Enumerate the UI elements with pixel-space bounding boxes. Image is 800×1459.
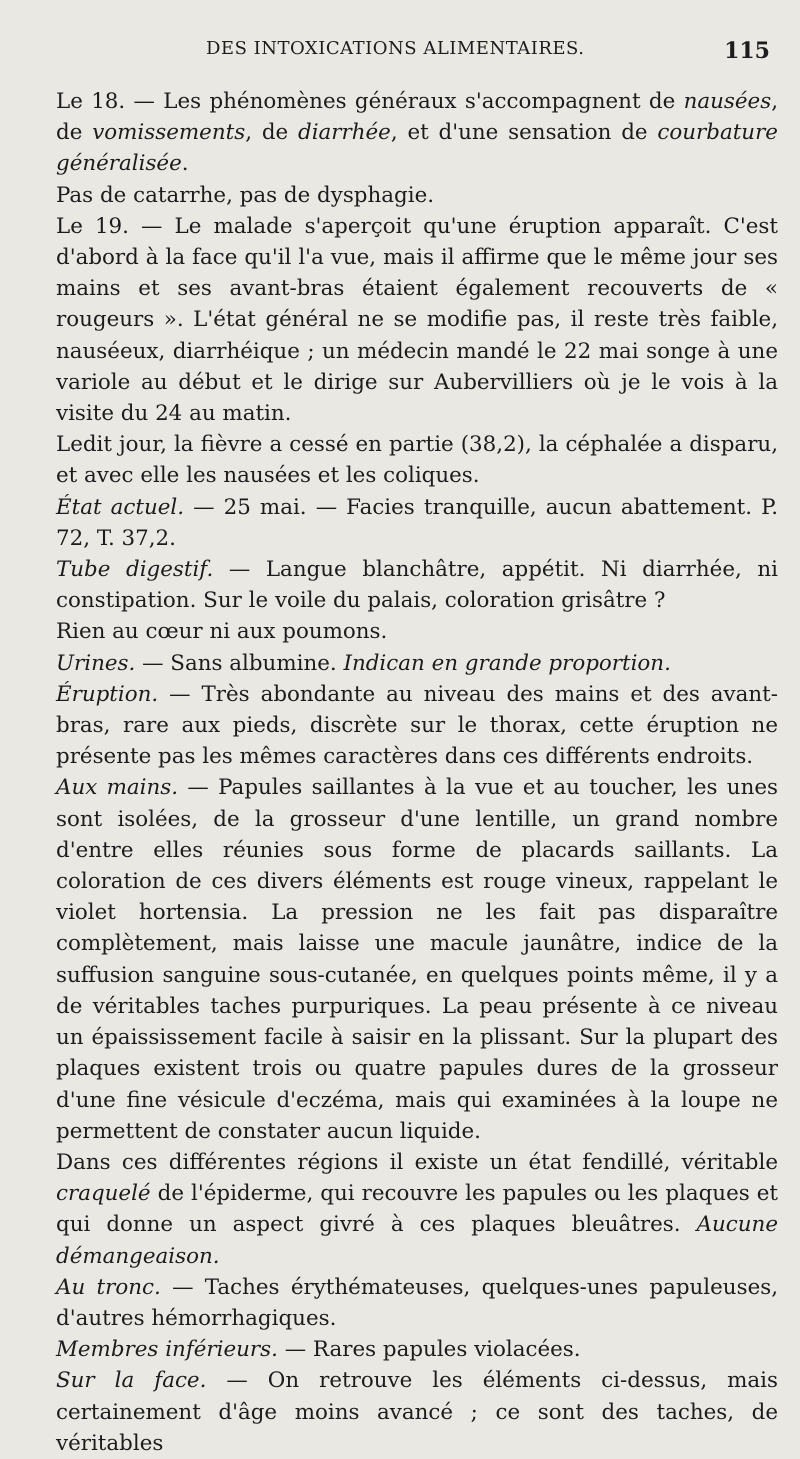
page-header bbox=[56, 0, 778, 86]
italic-run: craquelé bbox=[56, 1181, 151, 1207]
section-lead: Au tronc. bbox=[56, 1274, 161, 1300]
paragraph bbox=[56, 1334, 778, 1365]
paragraph bbox=[56, 772, 778, 1146]
section-lead: État actuel. bbox=[56, 494, 185, 520]
paragraph bbox=[56, 1365, 778, 1459]
section-lead: Membres inférieurs. bbox=[56, 1337, 278, 1363]
paragraph bbox=[56, 492, 778, 554]
paragraph bbox=[56, 86, 778, 180]
text-run: — Sans albumine. bbox=[135, 650, 344, 676]
paragraph: Le 19. — Le malade s'aperçoit qu'une éruption apparaît. C'est d'abord à la face qu'il l'a vue, mais il affirme que le même jour ses mains et ses avant-bras étaient également recouverts de « rougeurs ». L'état général ne se modifie pas, il reste très faible, nauséeux, diarrhéique ; un médecin mandé le 22 mai songe à une variole au début et le dirige sur Aubervilliers où je le vois à la visite du 24 au matin. bbox=[56, 213, 778, 427]
text-run: — Rares papules violacées. bbox=[277, 1337, 581, 1363]
text-run: de l'épiderme, qui recouvre les papules ou les plaques et qui donne un aspect givré à ces plaques bleuâtres. bbox=[56, 1181, 778, 1238]
italic-run: vomissements bbox=[92, 120, 246, 146]
paragraph bbox=[56, 648, 778, 679]
paragraph bbox=[56, 554, 778, 616]
text-run: , de bbox=[56, 89, 778, 146]
paragraph bbox=[56, 1147, 778, 1272]
text-run: , et d'une sensation de bbox=[390, 120, 658, 146]
section-lead: Urines. bbox=[56, 650, 136, 676]
italic-run: Aucune démangeaison. bbox=[56, 1212, 778, 1269]
body-text bbox=[56, 86, 778, 1459]
italic-run: diarrhée bbox=[298, 120, 391, 146]
section-lead: Sur la face. bbox=[56, 1368, 207, 1394]
page-number: 115 bbox=[724, 38, 770, 64]
text-run: . bbox=[181, 151, 189, 177]
italic-run: Indican en grande proportion. bbox=[343, 650, 671, 676]
paragraph: Pas de catarrhe, pas de dysphagie. bbox=[56, 182, 435, 208]
text-run: — On retrouve les éléments ci-dessus, mais certainement d'âge moins avancé ; ce sont des taches, de véritables bbox=[56, 1368, 778, 1456]
text-run: — 25 mai. — Facies tranquille, aucun abattement. P. 72, T. 37,2. bbox=[56, 494, 779, 551]
running-title: DES INTOXICATIONS ALIMENTAIRES. bbox=[206, 38, 585, 59]
section-lead: Tube digestif. bbox=[56, 557, 214, 583]
section-lead: Aux mains. bbox=[56, 775, 179, 801]
text-run: — Très abondante au niveau des mains et des avant-bras, rare aux pieds, discrète sur le thorax, cette éruption ne présente pas les mêmes caractères dans ces différents endroits. bbox=[56, 681, 778, 770]
text-run: — Papules saillantes à la vue et au toucher, les unes sont isolées, de la grosseur d'une lentille, un grand nombre d'entre elles réunies sous forme de placards saillants. La coloration de ces divers éléments est rouge vineux, rappelant le violet hortensia. La pression ne les fait pas disparaître complètement, mais laisse une macule jaunâtre, indice de la suffusion sanguine sous-cutanée, en quelques points même, il y a de véritables taches purpuriques. La peau présente à ce niveau un épaississement facile à saisir en la plissant. Sur la plupart des plaques existent trois ou quatre papules dures de la grosseur d'une fine vésicule d'eczéma, mais qui examinées à la loupe ne permettent de constater aucun liquide. bbox=[56, 775, 778, 1144]
text-run: — Langue blanchâtre, appétit. Ni diarrhée, ni constipation. Sur le voile du palais, coloration grisâtre ? bbox=[56, 557, 779, 614]
text-run: , de bbox=[245, 120, 298, 146]
section-lead: Éruption. bbox=[56, 681, 159, 707]
italic-run: nausées bbox=[683, 89, 772, 114]
text-run: Le 18. — Les phénomènes généraux s'accompagnent de bbox=[56, 89, 684, 114]
paragraph: Rien au cœur ni aux poumons. bbox=[56, 619, 388, 645]
paragraph bbox=[56, 679, 778, 773]
paragraph bbox=[56, 1272, 778, 1334]
text-run: — Taches érythémateuses, quelques-unes papuleuses, d'autres hémorrhagiques. bbox=[56, 1274, 778, 1331]
italic-run: courbature généralisée bbox=[56, 120, 778, 177]
paragraph: Ledit jour, la fièvre a cessé en partie (38,2), la céphalée a disparu, et avec elle les nausées et les coliques. bbox=[56, 432, 778, 489]
text-run: Dans ces différentes régions il existe un état fendillé, véritable bbox=[56, 1149, 778, 1175]
